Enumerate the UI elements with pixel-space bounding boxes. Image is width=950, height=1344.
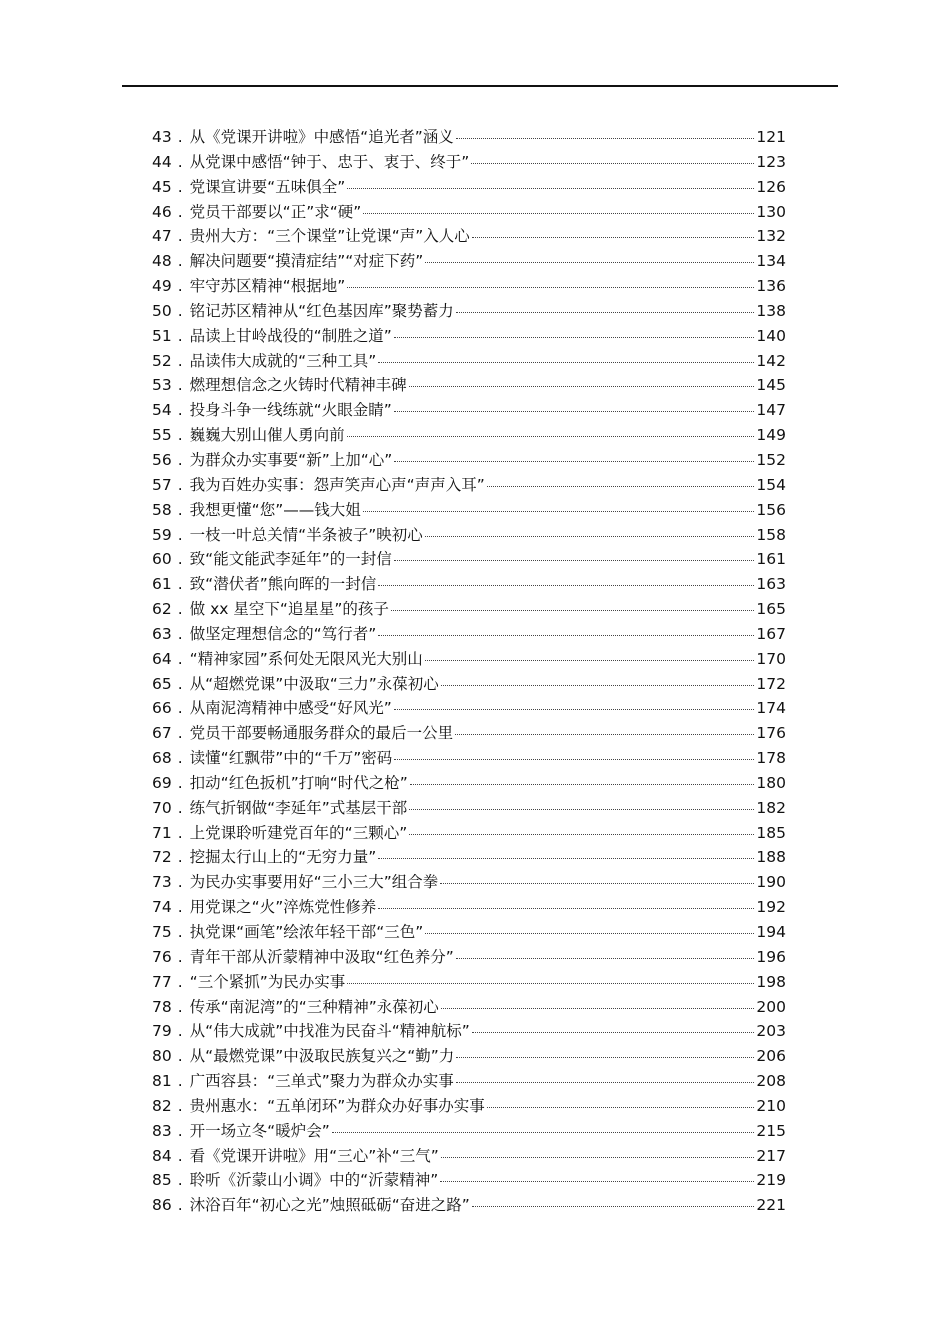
toc-dot-leader — [456, 312, 755, 313]
toc-number-separator: . — [177, 972, 183, 991]
toc-entry-number: 59 — [152, 525, 172, 544]
toc-dot-leader — [394, 560, 755, 561]
toc-entry-number: 45 — [152, 177, 172, 196]
toc-entry-title: 我为百姓办实事：怨声笑声心声“声声入耳” — [189, 475, 485, 494]
toc-entry-title: 贵州惠水：“五单闭环”为群众办好事办实事 — [189, 1096, 485, 1115]
toc-entry[interactable] — [152, 845, 786, 870]
toc-dot-leader — [456, 1057, 754, 1058]
toc-entry-title: “三个紧抓”为民办实事 — [189, 972, 346, 991]
toc-entry-page: 167 — [756, 624, 786, 643]
toc-entry-number: 76 — [152, 947, 172, 966]
toc-number-separator: . — [177, 848, 183, 867]
toc-entry-title: 为民办实事要用好“三小三大”组合拳 — [189, 873, 439, 892]
toc-entry-page: 161 — [756, 550, 786, 569]
toc-number-separator: . — [177, 1072, 183, 1091]
toc-number-separator: . — [177, 923, 183, 941]
toc-number-separator: . — [177, 301, 183, 320]
toc-entry-title: 从“超燃党课”中汲取“三力”永葆初心 — [189, 674, 439, 693]
toc-entry-page: 170 — [756, 649, 786, 668]
toc-entry-title: 用党课之“火”淬炼党性修养 — [189, 898, 377, 917]
toc-entry-number: 80 — [152, 1047, 172, 1066]
toc-entry[interactable] — [152, 547, 786, 572]
toc-entry-page: 121 — [756, 128, 786, 146]
toc-entry-page: 185 — [756, 823, 786, 842]
toc-entry[interactable] — [152, 324, 786, 349]
toc-entry-title: 投身斗争一线练就“火眼金睛” — [189, 401, 392, 420]
toc-number-separator: . — [177, 699, 183, 718]
toc-entry[interactable] — [152, 1168, 786, 1193]
toc-entry[interactable] — [152, 597, 786, 622]
toc-entry-page: 149 — [756, 426, 786, 445]
toc-entry[interactable] — [152, 1193, 786, 1218]
toc-entry-number: 46 — [152, 202, 172, 221]
toc-entry[interactable] — [152, 150, 786, 175]
toc-dot-leader — [347, 436, 755, 437]
toc-entry-number: 74 — [152, 898, 172, 917]
toc-dot-leader — [456, 1082, 755, 1083]
toc-entry-title: 读懂“红飘带”中的“千万”密码 — [189, 749, 393, 768]
toc-entry-title: 品读上甘岭战役的“制胜之道” — [189, 326, 392, 345]
toc-entry[interactable] — [152, 945, 786, 970]
toc-number-separator: . — [177, 575, 183, 594]
toc-entry-page: 203 — [756, 1022, 786, 1041]
toc-dot-leader — [347, 188, 754, 189]
toc-entry[interactable] — [152, 498, 786, 523]
toc-entry-page: 215 — [756, 1121, 786, 1140]
toc-dot-leader — [332, 1132, 755, 1133]
toc-entry-page: 200 — [756, 997, 786, 1016]
toc-dot-leader — [394, 411, 755, 412]
toc-entry-number: 44 — [152, 152, 172, 171]
toc-entry-page: 136 — [756, 277, 786, 296]
toc-dot-leader — [378, 858, 754, 859]
toc-dot-leader — [363, 213, 754, 214]
toc-number-separator: . — [177, 600, 183, 619]
toc-entry-title: 上党课聆听建党百年的“三颗心” — [189, 823, 408, 842]
toc-entry-page: 178 — [756, 749, 786, 768]
toc-entry-page: 180 — [756, 773, 786, 792]
toc-entry-page: 147 — [756, 401, 786, 420]
toc-entry-page: 188 — [756, 848, 786, 867]
toc-number-separator: . — [177, 873, 183, 892]
toc-entry-number: 82 — [152, 1096, 172, 1115]
toc-entry[interactable] — [152, 398, 786, 423]
toc-entry-number: 53 — [152, 376, 172, 395]
toc-entry-title: 从“最燃党课”中汲取民族复兴之“勤”力 — [189, 1047, 455, 1066]
toc-entry-number: 43 — [152, 128, 172, 146]
toc-entry-title: 开一场立冬“暖炉会” — [189, 1121, 330, 1140]
toc-entry-number: 57 — [152, 475, 172, 494]
toc-dot-leader — [391, 610, 754, 611]
toc-entry-number: 75 — [152, 923, 172, 941]
toc-entry-number: 48 — [152, 252, 172, 271]
toc-entry[interactable] — [152, 373, 786, 398]
toc-entry-number: 71 — [152, 823, 172, 842]
toc-number-separator: . — [177, 947, 183, 966]
toc-number-separator: . — [177, 227, 183, 246]
toc-entry-page: 165 — [756, 600, 786, 619]
toc-entry-number: 55 — [152, 426, 172, 445]
toc-entry-title: 传承“南泥湾”的“三种精神”永葆初心 — [189, 997, 439, 1016]
toc-dot-leader — [456, 138, 755, 139]
toc-entry-number: 58 — [152, 500, 172, 519]
toc-dot-leader — [378, 908, 754, 909]
toc-number-separator: . — [177, 898, 183, 917]
toc-dot-leader — [472, 237, 755, 238]
toc-entry-number: 49 — [152, 277, 172, 296]
toc-number-separator: . — [177, 674, 183, 693]
toc-dot-leader — [455, 734, 754, 735]
toc-number-separator: . — [177, 1196, 183, 1215]
toc-entry-title: 扣动“红色扳机”打响“时代之枪” — [189, 773, 408, 792]
toc-number-separator: . — [177, 252, 183, 271]
toc-entry-title: 燃理想信念之火铸时代精神丰碑 — [189, 376, 407, 395]
toc-entry-page: 210 — [756, 1096, 786, 1115]
toc-entry-number: 47 — [152, 227, 172, 246]
toc-number-separator: . — [177, 997, 183, 1016]
toc-number-separator: . — [177, 773, 183, 792]
toc-number-separator: . — [177, 1022, 183, 1041]
toc-dot-leader — [378, 585, 754, 586]
toc-dot-leader — [456, 958, 755, 959]
toc-entry-number: 54 — [152, 401, 172, 420]
toc-entry-number: 60 — [152, 550, 172, 569]
toc-entry-page: 142 — [756, 351, 786, 370]
toc-entry-title: 看《党课开讲啦》用“三心”补“三气” — [189, 1146, 439, 1165]
toc-entry-number: 77 — [152, 972, 172, 991]
toc-dot-leader — [394, 709, 755, 710]
toc-entry-page: 145 — [756, 376, 786, 395]
toc-entry-page: 219 — [756, 1171, 786, 1190]
toc-entry-title: 练气折钢做“李延年”式基层干部 — [189, 798, 408, 817]
toc-entry[interactable] — [152, 423, 786, 448]
toc-entry[interactable] — [152, 299, 786, 324]
toc-entry-title: 党课宣讲要“五味俱全” — [189, 177, 346, 196]
toc-dot-leader — [410, 784, 755, 785]
toc-dot-leader — [441, 1008, 755, 1009]
toc-entry-title: 致“潜伏者”熊向晖的一封信 — [189, 575, 377, 594]
toc-number-separator: . — [177, 152, 183, 171]
toc-entry-page: 152 — [756, 450, 786, 469]
toc-entry-number: 68 — [152, 749, 172, 768]
toc-dot-leader — [440, 1181, 754, 1182]
toc-entry[interactable] — [152, 1119, 786, 1144]
toc-number-separator: . — [177, 649, 183, 668]
toc-entry[interactable] — [152, 572, 786, 597]
toc-number-separator: . — [177, 525, 183, 544]
toc-dot-leader — [409, 834, 754, 835]
toc-dot-leader — [440, 883, 754, 884]
toc-entry-title: 沐浴百年“初心之光”烛照砥砺“奋进之路” — [189, 1196, 470, 1215]
toc-number-separator: . — [177, 202, 183, 221]
toc-entry-number: 70 — [152, 798, 172, 817]
toc-entry-number: 64 — [152, 649, 172, 668]
toc-entry-title: 巍巍大别山催人勇向前 — [189, 426, 345, 445]
toc-dot-leader — [347, 983, 754, 984]
toc-dot-leader — [441, 685, 755, 686]
toc-entry-title: 从《党课开讲啦》中感悟“追光者”涵义 — [189, 128, 454, 146]
toc-dot-leader — [394, 759, 754, 760]
toc-dot-leader — [487, 486, 755, 487]
toc-entry-page: 132 — [756, 227, 786, 246]
toc-dot-leader — [394, 337, 755, 338]
toc-entry-page: 172 — [756, 674, 786, 693]
toc-number-separator: . — [177, 128, 183, 146]
toc-entry[interactable] — [152, 448, 786, 473]
toc-entry-number: 85 — [152, 1171, 172, 1190]
toc-entry-title: 贵州大方：“三个课堂”让党课“声”入人心 — [189, 227, 470, 246]
toc-entry[interactable] — [152, 995, 786, 1020]
table-of-contents — [152, 125, 786, 1218]
toc-entry[interactable] — [152, 672, 786, 697]
toc-entry-page: 208 — [756, 1072, 786, 1091]
toc-dot-leader — [394, 461, 754, 462]
toc-dot-leader — [425, 536, 755, 537]
toc-entry[interactable] — [152, 274, 786, 299]
toc-entry-page: 196 — [756, 947, 786, 966]
toc-entry[interactable] — [152, 895, 786, 920]
toc-number-separator: . — [177, 749, 183, 768]
toc-entry-title: 做 xx 星空下“追星星”的孩子 — [189, 600, 389, 619]
toc-entry-title: 从党课中感悟“钟于、忠于、衷于、终于” — [189, 152, 470, 171]
toc-entry-title: 致“能文能武李延年”的一封信 — [189, 550, 392, 569]
toc-entry-page: 156 — [756, 500, 786, 519]
toc-number-separator: . — [177, 326, 183, 345]
toc-entry-title: 为群众办实事要“新”上加“心” — [189, 450, 393, 469]
toc-entry[interactable] — [152, 523, 786, 548]
toc-entry[interactable] — [152, 746, 786, 771]
toc-entry-number: 86 — [152, 1196, 172, 1215]
toc-entry[interactable] — [152, 200, 786, 225]
toc-entry[interactable] — [152, 821, 786, 846]
toc-entry-number: 51 — [152, 326, 172, 345]
toc-entry-page: 190 — [756, 873, 786, 892]
toc-entry-title: 我想更懂“您”——钱大姐 — [189, 500, 361, 519]
toc-dot-leader — [441, 1157, 755, 1158]
toc-entry[interactable] — [152, 647, 786, 672]
toc-entry[interactable] — [152, 224, 786, 249]
toc-entry-title: 党员干部要以“正”求“硬” — [189, 202, 362, 221]
toc-entry-number: 66 — [152, 699, 172, 718]
toc-number-separator: . — [177, 351, 183, 370]
toc-entry-title: 从南泥湾精神中感受“好风光” — [189, 699, 392, 718]
toc-number-separator: . — [177, 1096, 183, 1115]
toc-entry[interactable] — [152, 796, 786, 821]
toc-dot-leader — [409, 809, 754, 810]
toc-entry-title: 挖掘太行山上的“无穷力量” — [189, 848, 377, 867]
toc-entry[interactable] — [152, 696, 786, 721]
toc-entry[interactable] — [152, 771, 786, 796]
toc-entry-number: 50 — [152, 301, 172, 320]
toc-entry-title: 品读伟大成就的“三种工具” — [189, 351, 377, 370]
toc-number-separator: . — [177, 724, 183, 743]
toc-dot-leader — [378, 362, 754, 363]
toc-number-separator: . — [177, 1171, 183, 1190]
toc-entry-page: 217 — [756, 1146, 786, 1165]
toc-entry-number: 69 — [152, 773, 172, 792]
toc-entry-page: 158 — [756, 525, 786, 544]
toc-entry[interactable] — [152, 1144, 786, 1169]
toc-entry-page: 194 — [756, 923, 786, 941]
toc-entry-title: 牢守苏区精神“根据地” — [189, 277, 346, 296]
toc-number-separator: . — [177, 376, 183, 395]
toc-entry-page: 174 — [756, 699, 786, 718]
toc-dot-leader — [471, 163, 754, 164]
toc-dot-leader — [425, 262, 754, 263]
toc-entry[interactable] — [152, 1069, 786, 1094]
toc-entry-number: 52 — [152, 351, 172, 370]
toc-entry-number: 78 — [152, 997, 172, 1016]
toc-number-separator: . — [177, 1047, 183, 1066]
toc-entry-number: 67 — [152, 724, 172, 743]
toc-number-separator: . — [177, 177, 183, 196]
toc-number-separator: . — [177, 798, 183, 817]
toc-entry-page: 163 — [756, 575, 786, 594]
toc-number-separator: . — [177, 475, 183, 494]
toc-entry-page: 206 — [756, 1047, 786, 1066]
toc-entry-page: 138 — [756, 301, 786, 320]
toc-entry-page: 130 — [756, 202, 786, 221]
toc-entry[interactable] — [152, 349, 786, 374]
toc-entry-page: 221 — [756, 1196, 786, 1215]
toc-entry-title: 做坚定理想信念的“笃行者” — [189, 624, 377, 643]
toc-number-separator: . — [177, 550, 183, 569]
toc-entry[interactable] — [152, 473, 786, 498]
toc-entry-page: 154 — [756, 475, 786, 494]
toc-dot-leader — [378, 635, 754, 636]
toc-entry[interactable] — [152, 622, 786, 647]
toc-entry-title: 广西容县：“三单式”聚力为群众办实事 — [189, 1072, 454, 1091]
toc-number-separator: . — [177, 1121, 183, 1140]
toc-dot-leader — [425, 933, 754, 934]
toc-entry[interactable] — [152, 970, 786, 995]
toc-entry-title: 一枝一叶总关情“半条被子”映初心 — [189, 525, 423, 544]
toc-number-separator: . — [177, 1146, 183, 1165]
toc-entry-number: 65 — [152, 674, 172, 693]
toc-entry-page: 182 — [756, 798, 786, 817]
toc-entry-number: 83 — [152, 1121, 172, 1140]
toc-number-separator: . — [177, 401, 183, 420]
header-rule — [122, 85, 838, 87]
toc-entry-page: 134 — [756, 252, 786, 271]
toc-entry-page: 140 — [756, 326, 786, 345]
toc-entry[interactable] — [152, 1094, 786, 1119]
toc-entry-title: 铭记苏区精神从“红色基因库”聚势蓄力 — [189, 301, 454, 320]
toc-entry-page: 126 — [756, 177, 786, 196]
toc-entry-page: 198 — [756, 972, 786, 991]
toc-entry-page: 123 — [756, 152, 786, 171]
toc-entry-title: 从“伟大成就”中找准为民奋斗“精神航标” — [189, 1022, 470, 1041]
toc-entry-title: 解决问题要“摸清症结”“对症下药” — [189, 252, 424, 271]
toc-dot-leader — [425, 660, 755, 661]
toc-dot-leader — [472, 1206, 755, 1207]
toc-number-separator: . — [177, 823, 183, 842]
toc-entry[interactable] — [152, 721, 786, 746]
toc-dot-leader — [347, 287, 754, 288]
toc-entry-number: 61 — [152, 575, 172, 594]
toc-dot-leader — [472, 1032, 755, 1033]
toc-entry-page: 176 — [756, 724, 786, 743]
toc-entry-title: 党员干部要畅通服务群众的最后一公里 — [189, 724, 454, 743]
toc-number-separator: . — [177, 624, 183, 643]
toc-number-separator: . — [177, 450, 183, 469]
toc-entry[interactable] — [152, 175, 786, 200]
toc-entry-number: 84 — [152, 1146, 172, 1165]
toc-entry-number: 73 — [152, 873, 172, 892]
toc-entry-page: 192 — [756, 898, 786, 917]
toc-entry-title: 聆听《沂蒙山小调》中的“沂蒙精神” — [189, 1171, 439, 1190]
toc-entry[interactable] — [152, 1019, 786, 1044]
toc-entry-number: 56 — [152, 450, 172, 469]
toc-entry-number: 81 — [152, 1072, 172, 1091]
toc-entry-number: 62 — [152, 600, 172, 619]
toc-entry[interactable] — [152, 920, 786, 945]
toc-entry-title: “精神家园”系何处无限风光大别山 — [189, 649, 423, 668]
toc-entry-number: 72 — [152, 848, 172, 867]
toc-entry[interactable] — [152, 1044, 786, 1069]
toc-dot-leader — [363, 511, 755, 512]
toc-dot-leader — [487, 1107, 755, 1108]
toc-dot-leader — [409, 386, 755, 387]
toc-number-separator: . — [177, 277, 183, 296]
toc-entry[interactable] — [152, 870, 786, 895]
toc-number-separator: . — [177, 426, 183, 445]
toc-number-separator: . — [177, 500, 183, 519]
toc-entry-title: 执党课“画笔”绘浓年轻干部“三色” — [189, 923, 424, 941]
toc-entry-number: 63 — [152, 624, 172, 643]
toc-entry[interactable] — [152, 125, 786, 150]
toc-entry-number: 79 — [152, 1022, 172, 1041]
toc-entry-title: 青年干部从沂蒙精神中汲取“红色养分” — [189, 947, 454, 966]
toc-entry[interactable] — [152, 249, 786, 274]
